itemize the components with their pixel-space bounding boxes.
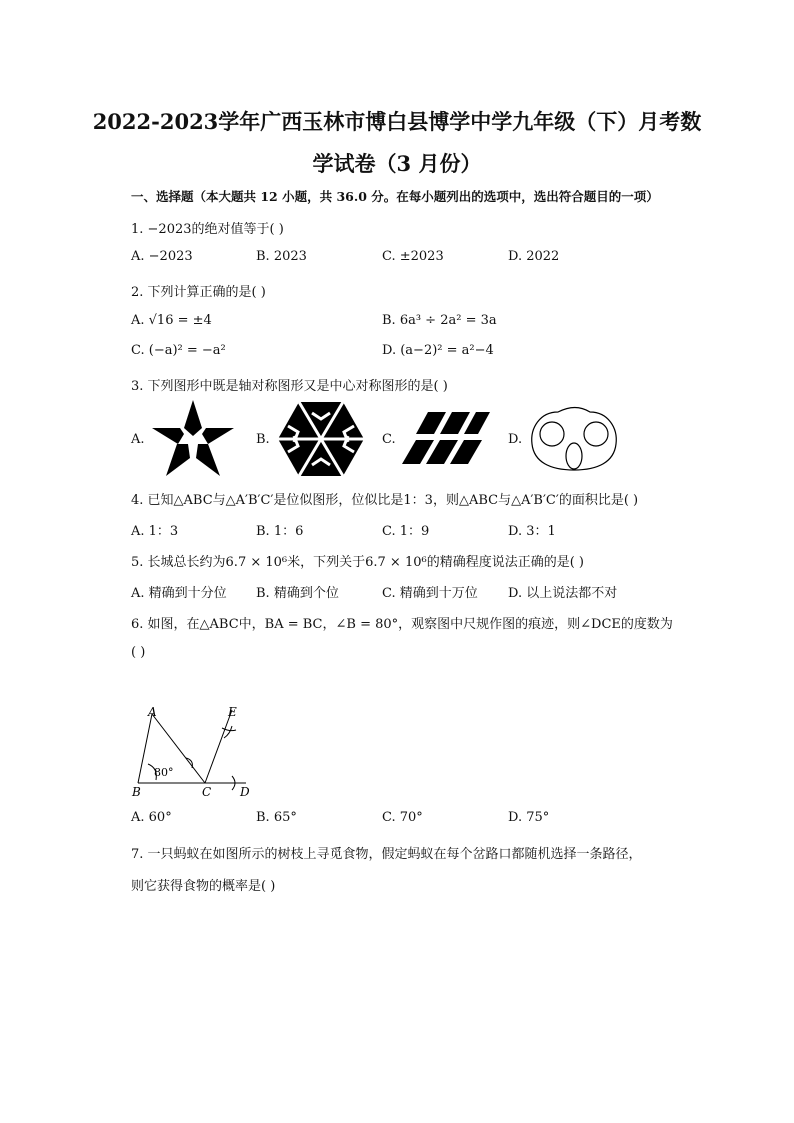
question-4-option-c: C. 1：9 [382,524,430,539]
question-7-stem-continued: 则它获得食物的概率是( ) [131,879,276,894]
exam-title-line-1: 2022-2023学年广西玉林市博白县博学中学九年级（下）月考数 [92,109,702,134]
question-6-option-c: C. 70° [382,810,423,825]
question-5-option-b: B. 精确到个位 [256,586,339,601]
question-6-stem-continued: ( ) [131,645,146,660]
question-1-option-c: C. ±2023 [382,249,444,264]
question-1-option-a: A. −2023 [131,249,193,264]
question-5-option-d: D. 以上说法都不对 [508,586,618,601]
question-4-option-a: A. 1：3 [131,524,179,539]
point-d-label: D [240,785,250,799]
question-3-option-d: D. [508,432,523,447]
question-1-option-d: D. 2022 [508,249,560,264]
question-6-option-b: B. 65° [256,810,297,825]
point-b-label: B [132,785,141,799]
triangle-construction-figure [128,700,268,800]
question-2-stem: 2. 下列计算正确的是( ) [131,285,266,300]
question-2-option-b: B. 6a³ ÷ 2a² = 3a [382,313,497,328]
question-5-option-a: A. 精确到十分位 [131,586,227,601]
question-5-option-c: C. 精确到十万位 [382,586,478,601]
question-4-stem: 4. 已知△ABC与△A′B′C′是位似图形，位似比是1：3，则△ABC与△A′B′C′的面积比是( ) [131,493,639,508]
point-a-label: A [148,705,157,719]
question-6-stem: 6. 如图，在△ABC中，BA = BC，∠B = 80°，观察图中尺规作图的痕迹，则∠DCE的度数为 [131,617,673,632]
hexagon-snowflake-figure [276,400,366,478]
angle-label: 80° [154,766,174,779]
circles-outline-figure [528,404,620,474]
question-6-option-d: D. 75° [508,810,550,825]
question-4-option-b: B. 1：6 [256,524,304,539]
question-1-stem: 1. −2023的绝对值等于( ) [131,222,284,237]
question-1-option-b: B. 2023 [256,249,307,264]
question-7-stem: 7. 一只蚂蚁在如图所示的树枝上寻觅食物，假定蚂蚁在每个岔路口都随机选择一条路径， [131,847,642,862]
point-c-label: C [202,785,212,799]
question-3-option-c: C. [382,432,396,447]
exam-title-line-2: 学试卷（3 月份） [312,151,482,176]
question-5-stem: 5. 长城总长约为6.7 × 10⁶米，下列关于6.7 × 10⁶的精确程度说法正确的是( ) [131,555,584,570]
question-4-option-d: D. 3：1 [508,524,556,539]
point-e-label: E [228,705,237,719]
parallelogram-stripes-figure [400,410,492,466]
question-2-option-a: A. √16 = ±4 [131,313,212,328]
question-3-option-a: A. [131,432,145,447]
question-3-option-b: B. [256,432,270,447]
question-3-stem: 3. 下列图形中既是轴对称图形又是中心对称图形的是( ) [131,379,448,394]
star-figure [150,398,236,478]
question-6-option-a: A. 60° [131,810,172,825]
question-2-option-d: D. (a−2)² = a²−4 [382,343,494,358]
question-2-option-c: C. (−a)² = −a² [131,343,226,358]
section-heading: 一、选择题（本大题共 12 小题，共 36.0 分。在每小题列出的选项中，选出符合题目的一项） [131,189,659,204]
